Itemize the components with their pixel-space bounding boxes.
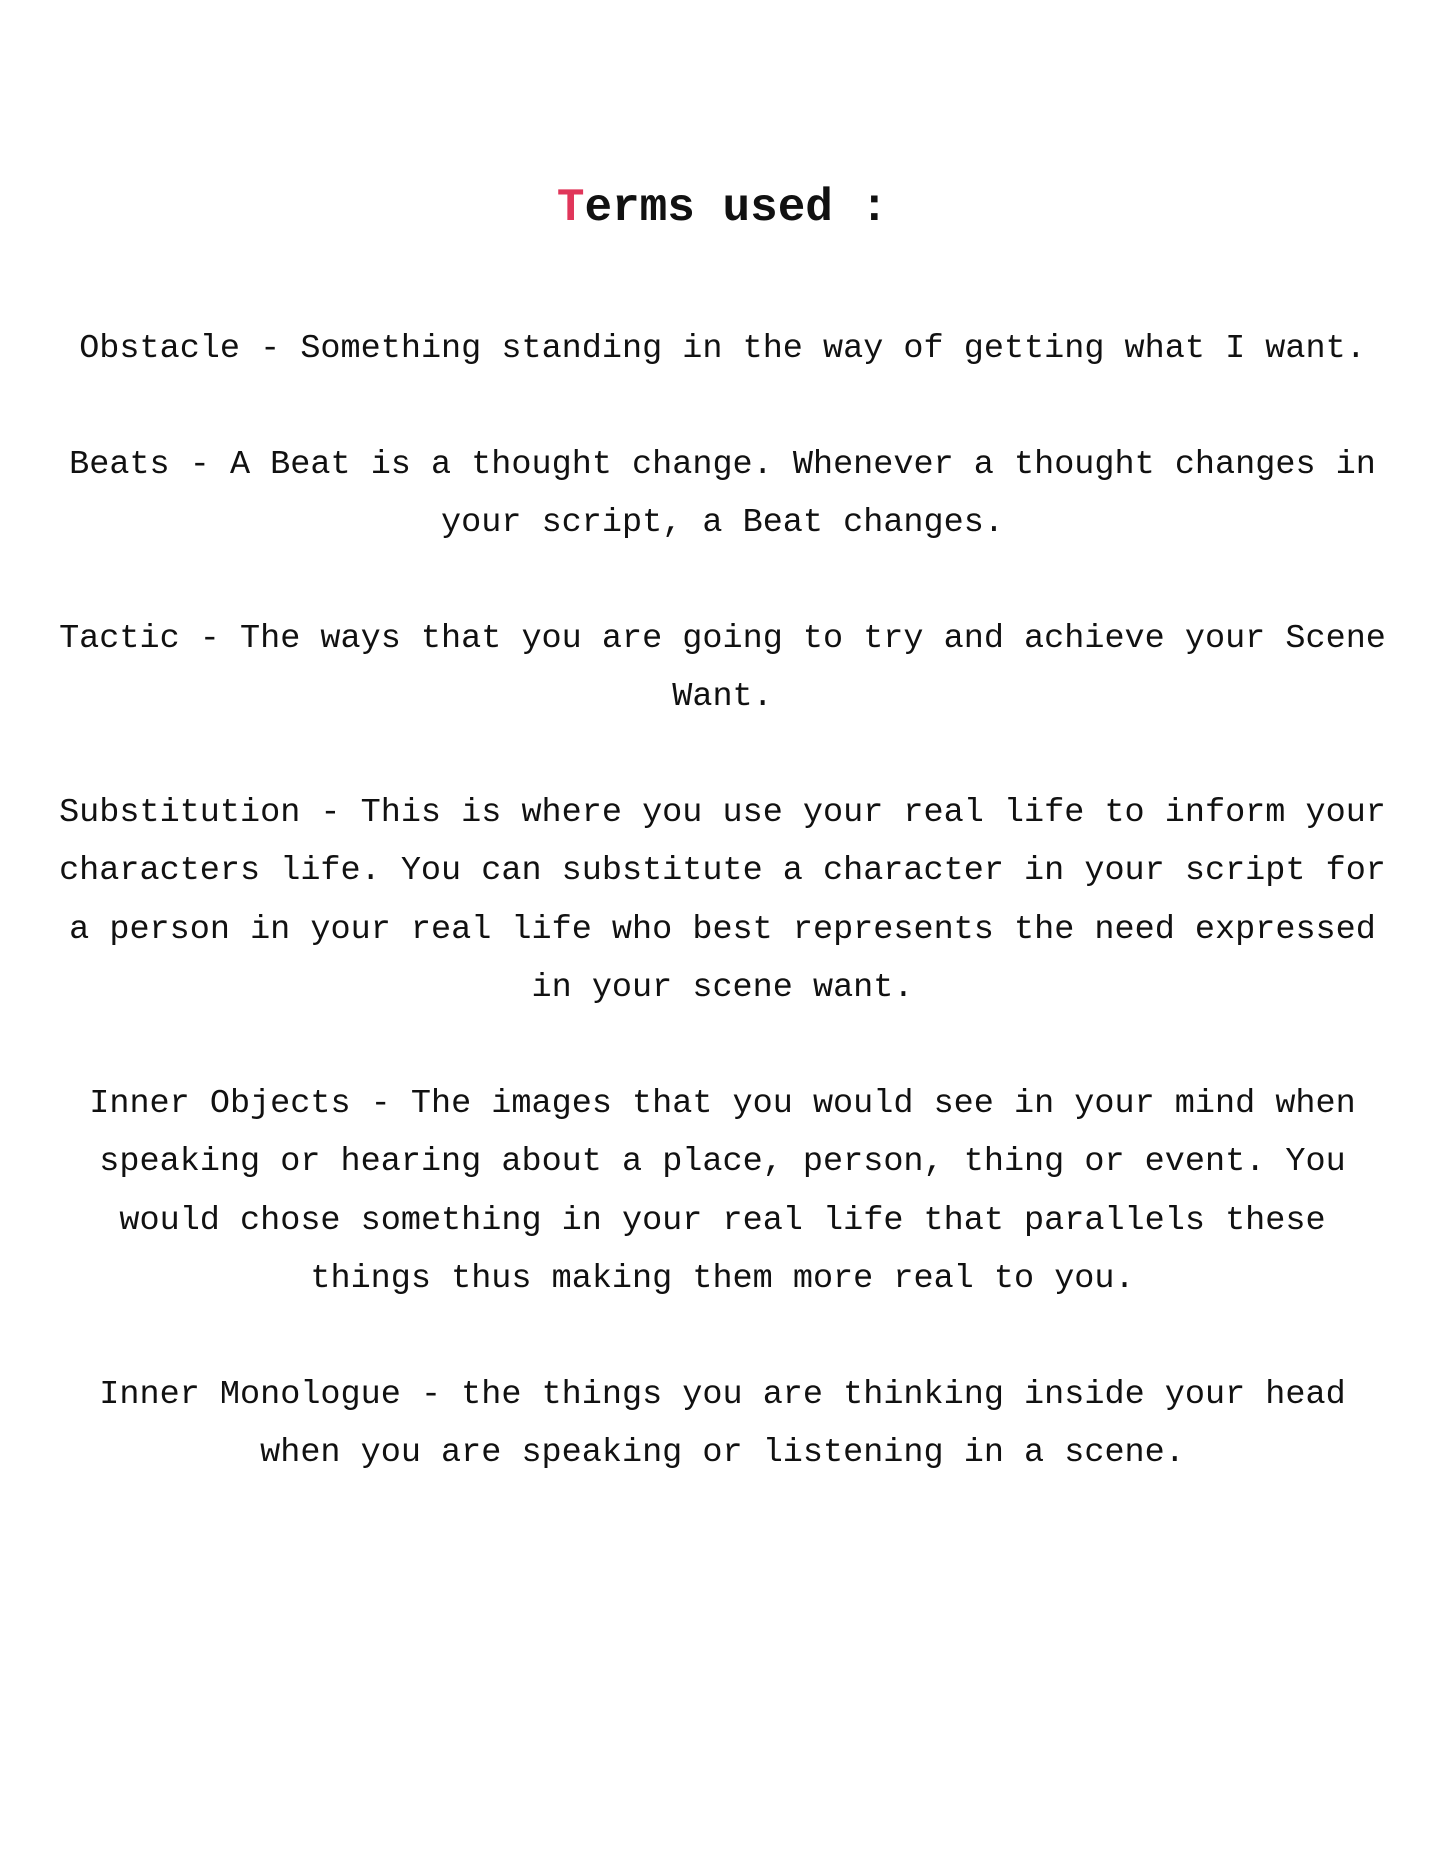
page-title [0,178,1445,238]
term-substitution: Substitution - This is where you use your real life to inform your characters life. You can substitute a character in your script for a person in your real life who best represents the need expressed in your scene want. [59,793,1386,1007]
title-first-letter: T [556,182,585,234]
term-beats: Beats - A Beat is a thought change. Whenever a thought changes in your script, a Beat changes. [69,445,1376,542]
title-rest: erms used : [584,182,889,234]
term-inner-objects: Inner Objects - The images that you would see in your mind when speaking or hearing about a place, person, thing or event. You would chose something in your real life that parallels these things thus making them more real to you. [89,1084,1356,1298]
term-tactic: Tactic - The ways that you are going to try and achieve your Scene Want. [59,619,1386,716]
terms-list [55,320,1390,1540]
term-inner-monologue: Inner Monologue - the things you are thinking inside your head when you are speaking or listening in a scene. [99,1375,1346,1472]
term-obstacle: Obstacle - Something standing in the way of getting what I want. [79,330,1366,368]
